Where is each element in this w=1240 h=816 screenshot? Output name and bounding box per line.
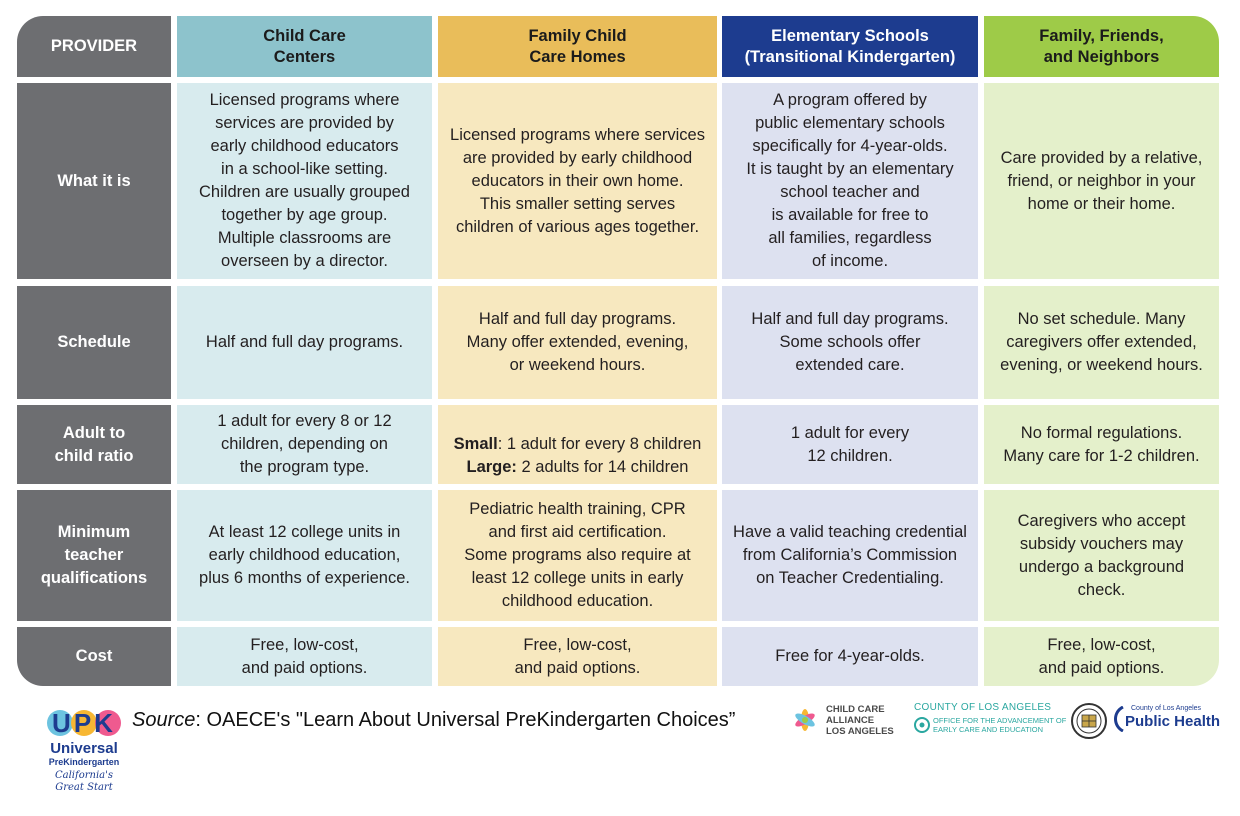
row-label-ratio-text: Adult to child ratio xyxy=(54,423,134,465)
elementary-schools-header xyxy=(722,16,978,77)
oaece-logo xyxy=(914,702,1067,738)
comparison-table xyxy=(17,16,1219,686)
alliance-line2: ALLIANCE xyxy=(826,715,875,726)
upk-logo-letters xyxy=(46,705,122,741)
ratio-small-text: : 1 adult for every 8 children xyxy=(497,435,702,453)
source-label: Source xyxy=(132,709,196,731)
provider-header-text: PROVIDER xyxy=(50,37,138,55)
child-care-centers-header-text: Child Care Centers xyxy=(263,26,346,66)
family-child-care-homes-header-text: Family Child Care Homes xyxy=(528,26,627,66)
child-care-centers-header xyxy=(177,16,432,77)
upk-tagline1: California's xyxy=(55,770,113,781)
alliance-star-icon xyxy=(789,704,821,736)
ratio-child-care-centers-text: 1 adult for every 8 or 12 children, depending on the program type. xyxy=(217,412,392,476)
provider-header xyxy=(17,16,171,77)
oaece-emblem-icon xyxy=(914,716,930,734)
row-label-cost xyxy=(17,627,171,686)
public-health-swoosh-icon xyxy=(1111,706,1125,732)
ratio-family-friends-neighbors-text: No formal regulations. Many care for 1-2 children. xyxy=(1003,423,1200,465)
upk-logo xyxy=(46,705,122,801)
row-label-qualifications-text: Minimum teacher qualifications xyxy=(40,523,148,587)
ratio-elementary-schools xyxy=(722,405,978,484)
cost-family-friends-neighbors-text: Free, low-cost, and paid options. xyxy=(1038,635,1165,677)
ratio-family-child-care-homes-text xyxy=(454,410,702,479)
row-label-schedule xyxy=(17,286,171,399)
ratio-small-label: Small xyxy=(453,435,498,453)
cost-elementary-schools xyxy=(722,627,978,686)
ratio-child-care-centers xyxy=(177,405,432,484)
upk-line1: Universal xyxy=(50,740,118,757)
qualifications-family-child-care-homes-text: Pediatric health training, CPR and first aid certification. Some programs also require at least 12 college units in early childhood education. xyxy=(464,500,691,610)
ratio-family-child-care-homes xyxy=(438,405,717,484)
what-it-is-family-child-care-homes xyxy=(438,83,717,279)
ratio-large-label: Large: xyxy=(466,458,517,476)
schedule-family-friends-neighbors-text: No set schedule. Many caregivers offer extended, evening, or weekend hours. xyxy=(1000,310,1203,374)
upk-line2: PreKindergarten xyxy=(48,757,120,767)
schedule-child-care-centers-text: Half and full day programs. xyxy=(205,333,404,351)
what-it-is-child-care-centers-text: Licensed programs where services are provided by early childhood educators in a school-like setting. Children are usually grouped together by age group. Multiple classrooms are overseen by a director. xyxy=(199,91,410,270)
qualifications-elementary-schools-text: Have a valid teaching credential from California’s Commission on Teacher Credentialing. xyxy=(733,523,967,587)
row-label-ratio xyxy=(17,405,171,484)
source-citation xyxy=(132,709,735,732)
family-friends-neighbors-header-text: Family, Friends, and Neighbors xyxy=(1039,26,1164,66)
oaece-line1: COUNTY OF LOS ANGELES xyxy=(914,702,1052,713)
what-it-is-family-child-care-homes-text: Licensed programs where services are provided by early childhood educators in their own home. This smaller setting serves children of various ages together. xyxy=(450,125,705,236)
row-label-what-it-is-text: What it is xyxy=(57,171,131,190)
family-child-care-homes-header xyxy=(438,16,717,77)
cost-elementary-schools-text: Free for 4-year-olds. xyxy=(775,647,925,665)
cost-family-child-care-homes xyxy=(438,627,717,686)
alliance-line3: LOS ANGELES xyxy=(826,726,894,737)
what-it-is-family-friends-neighbors-text: Care provided by a relative, friend, or neighbor in your home or their home. xyxy=(1000,148,1203,213)
source-text: : OAECE's "Learn About Universal PreKindergarten Choices” xyxy=(195,709,736,731)
qualifications-family-friends-neighbors-text: Caregivers who accept subsidy vouchers may undergo a background check. xyxy=(1017,511,1186,599)
row-label-what-it-is xyxy=(17,83,171,279)
qualifications-family-child-care-homes xyxy=(438,490,717,621)
ratio-elementary-schools-text: 1 adult for every 12 children. xyxy=(790,423,910,465)
what-it-is-elementary-schools xyxy=(722,83,978,279)
schedule-child-care-centers xyxy=(177,286,432,399)
cost-child-care-centers-text: Free, low-cost, and paid options. xyxy=(241,635,368,677)
elementary-schools-header-text: Elementary Schools (Transitional Kindergarten) xyxy=(744,26,956,66)
row-label-cost-text: Cost xyxy=(75,647,113,665)
cost-family-child-care-homes-text: Free, low-cost, and paid options. xyxy=(514,635,641,677)
qualifications-child-care-centers-text: At least 12 college units in early childhood education, plus 6 months of experience. xyxy=(199,523,410,587)
schedule-family-friends-neighbors xyxy=(984,286,1219,399)
row-label-qualifications xyxy=(17,490,171,621)
oaece-line3: EARLY CARE AND EDUCATION xyxy=(933,725,1044,734)
ratio-large-text: 2 adults for 14 children xyxy=(516,458,689,476)
family-friends-neighbors-header xyxy=(984,16,1219,77)
qualifications-elementary-schools xyxy=(722,490,978,621)
cost-family-friends-neighbors xyxy=(984,627,1219,686)
cost-child-care-centers xyxy=(177,627,432,686)
schedule-family-child-care-homes xyxy=(438,286,717,399)
upk-tagline2: Great Start xyxy=(55,782,113,793)
row-label-schedule-text: Schedule xyxy=(57,333,131,351)
schedule-elementary-schools xyxy=(722,286,978,399)
schedule-family-child-care-homes-text: Half and full day programs. Many offer extended, evening, or weekend hours. xyxy=(466,310,689,374)
child-care-alliance-logo xyxy=(789,703,901,737)
schedule-elementary-schools-text: Half and full day programs. Some schools offer extended care. xyxy=(751,310,949,374)
what-it-is-family-friends-neighbors xyxy=(984,83,1219,279)
qualifications-family-friends-neighbors xyxy=(984,490,1219,621)
what-it-is-elementary-schools-text: A program offered by public elementary schools specifically for 4-year-olds. It is taught by an elementary school teacher and is available for free to all families, regardless of income. xyxy=(746,91,954,270)
public-health-line2: Public Health xyxy=(1125,713,1221,730)
qualifications-child-care-centers xyxy=(177,490,432,621)
upk-letters-text: UPK xyxy=(52,708,116,738)
ratio-family-friends-neighbors xyxy=(984,405,1219,484)
what-it-is-child-care-centers xyxy=(177,83,432,279)
county-seal-icon xyxy=(1071,703,1107,739)
alliance-line1: CHILD CARE xyxy=(826,704,885,715)
public-health-line1: County of Los Angeles xyxy=(1131,705,1202,712)
public-health-logo xyxy=(1111,704,1221,734)
oaece-line2: OFFICE FOR THE ADVANCEMENT OF xyxy=(933,716,1067,725)
